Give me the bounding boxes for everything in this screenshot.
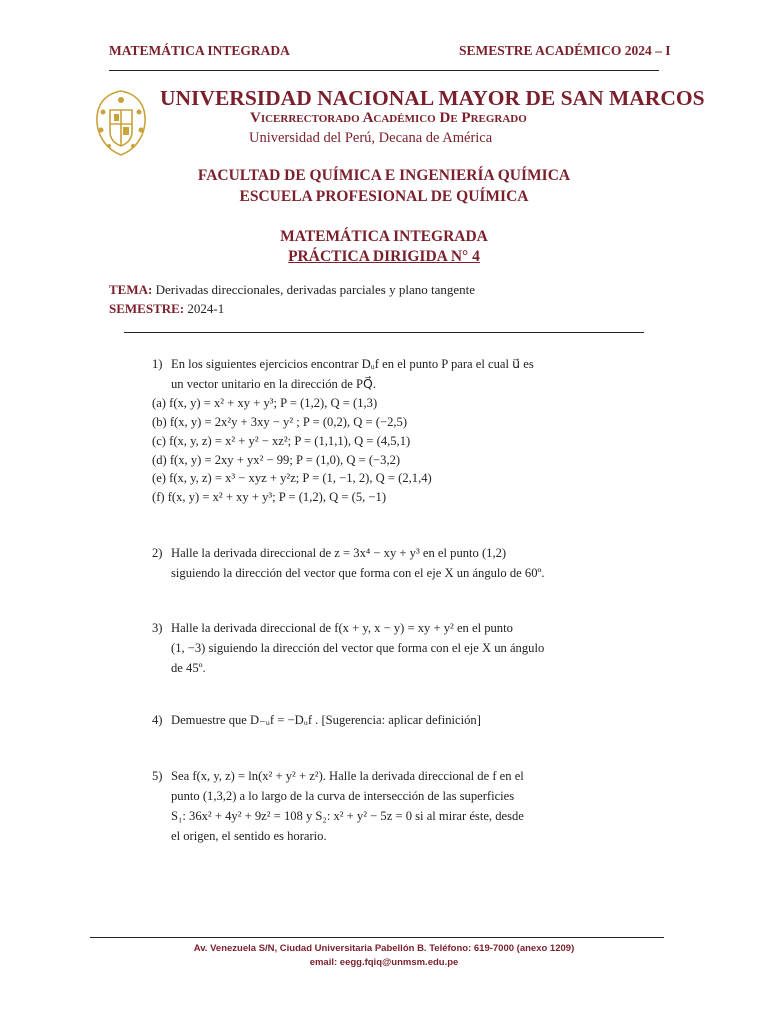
footer-rule	[90, 937, 664, 938]
problem-4-number: 4)	[152, 713, 163, 727]
topic-label: TEMA:	[109, 282, 153, 297]
exercise-a: (a) f(x, y) = x² + xy + y³; P = (1,2), Q = (1,3)	[152, 396, 378, 410]
exercise-c: (c) f(x, y, z) = x² + y² − xz²; P = (1,1,1), Q = (4,5,1)	[152, 434, 411, 448]
semester-label: SEMESTRE:	[109, 301, 185, 316]
problem-1-number: 1)	[152, 357, 163, 371]
problem-2-number: 2)	[152, 546, 163, 560]
semester-line	[109, 301, 224, 317]
problem-1-line-2: un vector unitario en la dirección de PQ⃗.	[171, 377, 377, 391]
problem-2-line-1: Halle la derivada direccional de z = 3x⁴ − xy + y³ en el punto (1,2)	[171, 546, 507, 560]
practice-title: PRÁCTICA DIRIGIDA N° 4	[288, 248, 480, 265]
semester-value: 2024-1	[187, 301, 225, 316]
course-title: MATEMÁTICA INTEGRADA	[280, 228, 488, 245]
problem-5	[152, 766, 660, 846]
problem-2-line-2: siguiendo la dirección del vector que forma con el eje X un ángulo de 60º.	[171, 566, 545, 580]
school-name: ESCUELA PROFESIONAL DE QUÍMICA	[239, 188, 529, 205]
header-course: MATEMÁTICA INTEGRADA	[109, 43, 290, 58]
exercise-f: (f) f(x, y) = x² + xy + y³; P = (1,2), Q = (5, −1)	[152, 490, 387, 504]
problem-4-line-1: Demuestre que D₋ᵤf = −Dᵤf . [Sugerencia: aplicar definición]	[171, 713, 481, 727]
problem-5-line-4: el origen, el sentido es horario.	[171, 829, 327, 843]
footer-email: email: eegg.fqiq@unmsm.edu.pe	[309, 957, 459, 968]
problem-1	[152, 354, 660, 394]
university-seal-logo	[90, 88, 152, 158]
section-divider	[124, 332, 644, 333]
exercise-d: (d) f(x, y) = 2xy + yx² − 99; P = (1,0), Q = (−3,2)	[152, 453, 401, 467]
problem-3-line-3: de 45º.	[171, 661, 206, 675]
university-tagline: Universidad del Perú, Decana de América	[249, 130, 493, 146]
problem-3	[152, 618, 660, 678]
problem-3-line-2: (1, −3) siguiendo la dirección del vector que forma con el eje X un ángulo	[171, 641, 545, 655]
vice-rectorate: Vicerrectorado Académico De Pregrado	[250, 110, 527, 126]
problem-3-line-1: Halle la derivada direccional de f(x + y, x − y) = xy + y² en el punto	[171, 621, 513, 635]
problem-2	[152, 543, 660, 583]
footer-address: Av. Venezuela S/N, Ciudad Universitaria Pabellón B. Teléfono: 619-7000 (anexo 1209)	[193, 943, 575, 954]
exercise-b: (b) f(x, y) = 2x²y + 3xy − y² ; P = (0,2), Q = (−2,5)	[152, 415, 408, 429]
problem-5-line-3: S₁: 36x² + 4y² + 9z² = 108 y S₂: x² + y² − 5z = 0 si al mirar éste, desde	[171, 809, 524, 823]
problem-5-line-1: Sea f(x, y, z) = ln(x² + y² + z²). Halle la derivada direccional de f en el	[171, 769, 524, 783]
problem-5-line-2: punto (1,3,2) a lo largo de la curva de intersección de las superficies	[171, 789, 515, 803]
problem-1-line-1: En los siguientes ejercicios encontrar Dᵤf en el punto P para el cual u⃗ es	[171, 357, 534, 371]
topic-line	[109, 282, 475, 298]
faculty-name: FACULTAD DE QUÍMICA E INGENIERÍA QUÍMICA	[197, 167, 571, 184]
university-name: UNIVERSIDAD NACIONAL MAYOR DE SAN MARCOS	[160, 86, 705, 110]
header-rule	[109, 70, 659, 71]
exercise-e: (e) f(x, y, z) = x³ − xyz + y²z; P = (1, −1, 2), Q = (2,1,4)	[152, 471, 432, 485]
problem-5-number: 5)	[152, 769, 163, 783]
topic-value: Derivadas direccionales, derivadas parciales y plano tangente	[155, 282, 476, 297]
problem-3-number: 3)	[152, 621, 163, 635]
header-semester: SEMESTRE ACADÉMICO 2024 – I	[459, 43, 671, 58]
problem-4	[152, 710, 660, 730]
